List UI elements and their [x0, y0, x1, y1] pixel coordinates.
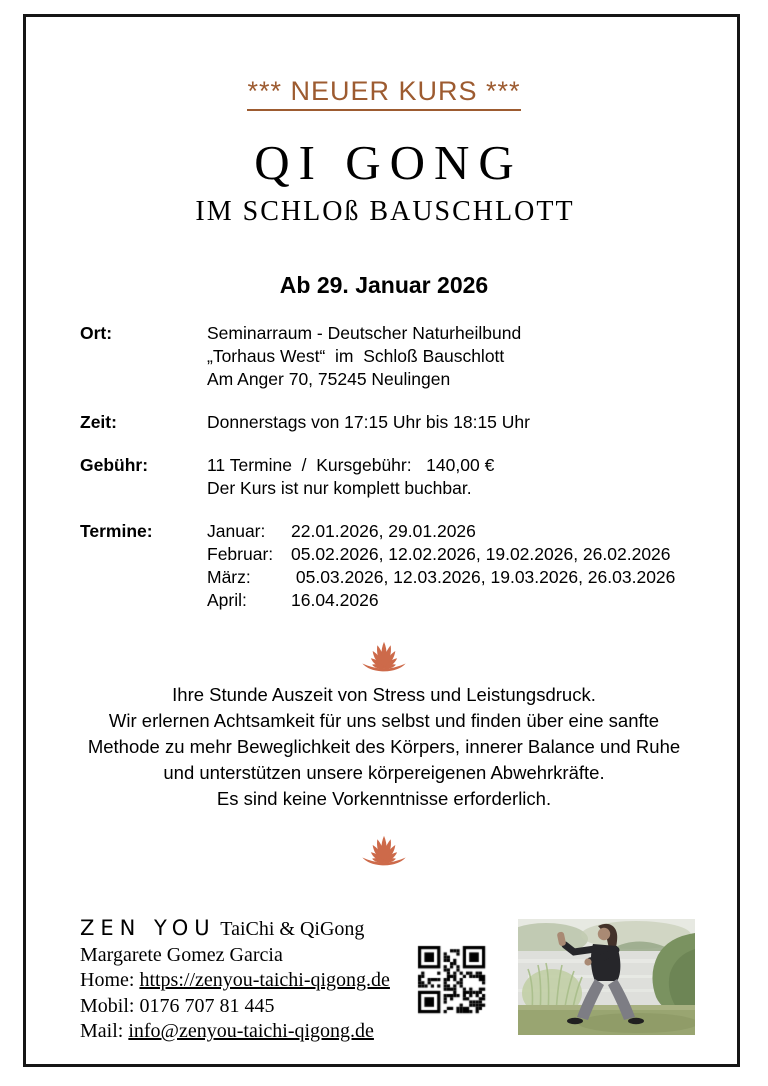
zeit-label: Zeit: — [80, 412, 117, 432]
description-line: und unterstützen unsere körpereigenen Abwehrkräfte. — [163, 762, 605, 783]
termine-dates: 05.02.2026, 12.02.2026, 19.02.2026, 26.02.2026 — [291, 544, 671, 564]
gebuehr-line: Der Kurs ist nur komplett buchbar. — [207, 478, 472, 498]
gebuehr-line: 11 Termine / Kursgebühr: 140,00 € — [207, 455, 495, 475]
description-line: Wir erlernen Achtsamkeit für uns selbst und finden über eine sanfte — [108, 710, 660, 731]
lotus-icon — [359, 824, 409, 871]
home-line — [80, 968, 390, 994]
detail-ort — [80, 322, 700, 391]
mobile-line — [80, 994, 390, 1020]
termine-month: Januar: — [207, 521, 266, 541]
description-line: Ihre Stunde Auszeit von Stress und Leistungsdruck. — [172, 684, 596, 705]
ort-line: Seminarraum - Deutscher Naturheilbund — [207, 323, 522, 343]
logo-line — [80, 916, 390, 943]
start-date: Ab 29. Januar 2026 — [279, 272, 489, 298]
description-line: Es sind keine Vorkenntnisse erforderlich. — [216, 788, 552, 809]
detail-zeit — [80, 411, 700, 434]
zeit-value: Donnerstags von 17:15 Uhr bis 18:15 Uhr — [207, 412, 530, 432]
page-subtitle: IM SCHLOß BAUSCHLOTT — [195, 196, 575, 227]
termine-table — [207, 520, 700, 612]
zenyou-logo: ZEN YOU — [80, 916, 216, 940]
gebuehr-value — [207, 454, 700, 500]
detail-termine — [80, 520, 700, 612]
banner-row — [0, 76, 768, 111]
course-details — [80, 322, 700, 612]
taichi-photo — [518, 919, 695, 1035]
termine-row — [207, 543, 700, 566]
detail-gebuehr — [80, 454, 700, 500]
home-link[interactable]: https://zenyou-taichi-qigong.de — [139, 969, 390, 991]
termine-dates: 05.03.2026, 12.03.2026, 19.03.2026, 26.03.2026 — [291, 567, 676, 587]
termine-row — [207, 589, 700, 612]
page-title: QI GONG — [254, 135, 523, 190]
mail-label: Mail: — [80, 1020, 129, 1042]
termine-month: April: — [207, 590, 247, 610]
termine-month: Februar: — [207, 544, 274, 564]
mail-line — [80, 1019, 390, 1045]
contact-name: Margarete Gomez Garcia — [80, 943, 283, 966]
termine-month: März: — [207, 567, 251, 587]
qr-code-box — [416, 942, 488, 1023]
description-line: Methode zu mehr Beweglichkeit des Körpers, innerer Balance und Ruhe — [87, 736, 681, 757]
mobile-label: Mobil: — [80, 994, 140, 1017]
qr-code — [416, 942, 488, 1018]
termine-row — [207, 520, 700, 543]
ort-label: Ort: — [80, 323, 113, 343]
new-course-banner: *** NEUER KURS *** — [247, 76, 520, 111]
termine-dates: 22.01.2026, 29.01.2026 — [291, 521, 476, 541]
mail-link[interactable]: info@zenyou-taichi-qigong.de — [128, 1020, 374, 1042]
home-label: Home: — [80, 969, 140, 991]
termine-dates: 16.04.2026 — [291, 590, 379, 610]
course-description — [0, 682, 768, 812]
gebuehr-label: Gebühr: — [80, 455, 149, 475]
lotus-icon — [359, 630, 409, 677]
contact-block — [80, 916, 390, 1045]
ort-value — [207, 322, 700, 391]
ort-line: „Torhaus West“ im Schloß Bauschlott — [207, 346, 505, 366]
termine-label: Termine: — [80, 521, 153, 541]
termine-row — [207, 566, 700, 589]
ort-line: Am Anger 70, 75245 Neulingen — [207, 369, 451, 389]
logo-suffix: TaiChi & QiGong — [215, 918, 365, 940]
mobile-number: 0176 707 81 445 — [139, 994, 275, 1017]
